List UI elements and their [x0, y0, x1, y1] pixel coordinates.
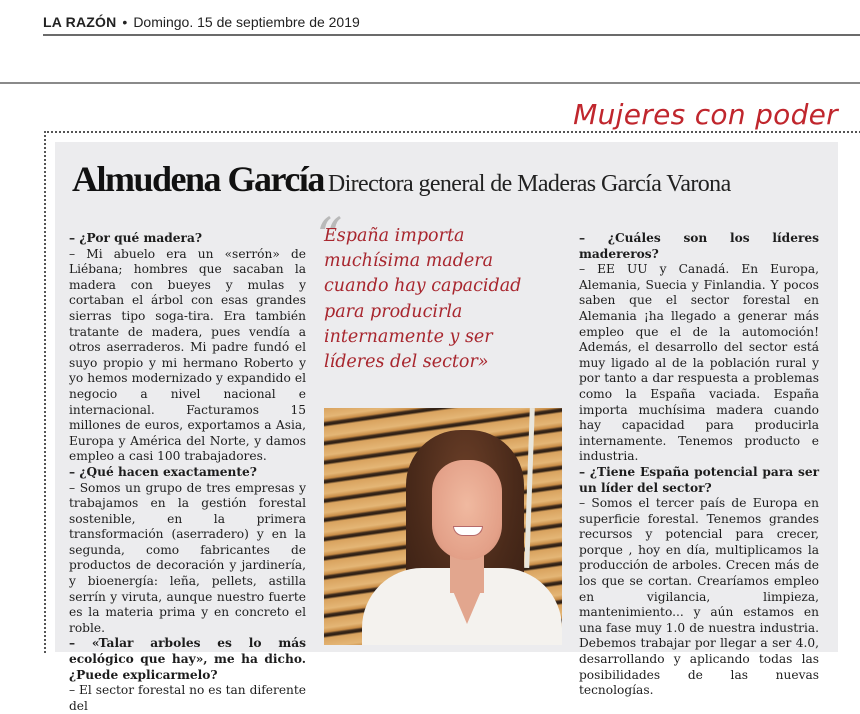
question: – ¿Qué hacen exactamente?	[69, 464, 257, 479]
section-title: Mujeres con poder	[573, 98, 838, 131]
answer: – El sector forestal no es tan diferente del	[69, 683, 306, 713]
article-headline	[72, 158, 731, 208]
question: – ¿Por qué madera?	[69, 231, 203, 245]
newspaper-brand: LA RAZÓN	[43, 14, 117, 30]
photo-strap	[524, 408, 535, 568]
answer: – Somos un grupo de tres empresas y trabajamos en la gestión forestal sostenible, en la primera transformación (aserradero) y en la segunda, como fabricantes de productos de decoración y jardinería, y bioenergía: leña, pellets, astilla serrín y viruta, aunque nuestro fuerte es la materia prima y en concreto el roble.	[69, 480, 306, 635]
quote-mark-icon: “	[316, 208, 343, 268]
article-column-left	[69, 231, 306, 714]
article-column-right	[579, 231, 819, 699]
pull-quote	[316, 208, 554, 375]
answer: – EE UU y Canadá. En Europa, Alemania, Suecia y Finlandia. Y pocos saben que el sector forestal en Alemania ¡ha llegado a generar más empleo que el de la automoción! Además, el desarrollo del sector está muy ligado al de la población rural y por tanto a dar respuesta a problemas como la España vaciada. España importa muchísima madera cuando hay capacidad para producirla internamente. Tenemos producto e industria.	[579, 262, 819, 464]
interviewee-name: Almudena García	[72, 159, 324, 199]
answer: – Somos el tercer país de Europa en superficie forestal. Tenemos grandes recursos y potencial para crecer, porque , hoy en día, multiplicamos la producción de arboles. Crecen más de los que se cortan. Crearíamos empleo en vigilancia, limpieza, mantenimiento... y aún estamos en una fase muy 1.0 de nuestra industria. Debemos trabajar por llegar a ser 4.0, desarrollando y aplicando todas las posibilidades de las nuevas tecnologías.	[579, 496, 819, 698]
photo-face	[432, 460, 502, 560]
header-divider	[0, 82, 860, 84]
portrait-photo	[324, 408, 562, 645]
question: – ¿Tiene España potencial para ser un líder del sector?	[579, 464, 819, 495]
interviewee-role: Directora general de Maderas García Varona	[327, 171, 731, 197]
question: – ¿Cuáles son los líderes madereros?	[579, 231, 819, 261]
publication-date: Domingo. 15 de septiembre de 2019	[133, 14, 360, 30]
photo-neckline	[450, 584, 484, 624]
question: – «Talar arboles es lo más ecológico que hay», me ha dicho. ¿Puede explicarmelo?	[69, 636, 306, 682]
masthead	[43, 12, 860, 36]
answer: – Mi abuelo era un «serrón» de Liébana; hombres que sacaban la madera con bueyes y mulas y cortaban el árbol con esas grandes sierras tipo soga-tira. Era también tratante de madera, pues vendía a otros aserraderos. Mi padre fundó el suyo propio y mi hermano Roberto y yo hemos modernizado y expandido el negocio a nivel nacional e internacional. Facturamos 15 millones de euros, exportamos a Asia, Europa y América del Norte, y damos empleo a casi 100 trabajadores.	[69, 246, 306, 464]
masthead-separator: •	[122, 14, 128, 30]
pull-quote-text: España importa muchísima madera cuando hay capacidad para producirla internamente y ser líderes del sector»	[324, 226, 522, 373]
